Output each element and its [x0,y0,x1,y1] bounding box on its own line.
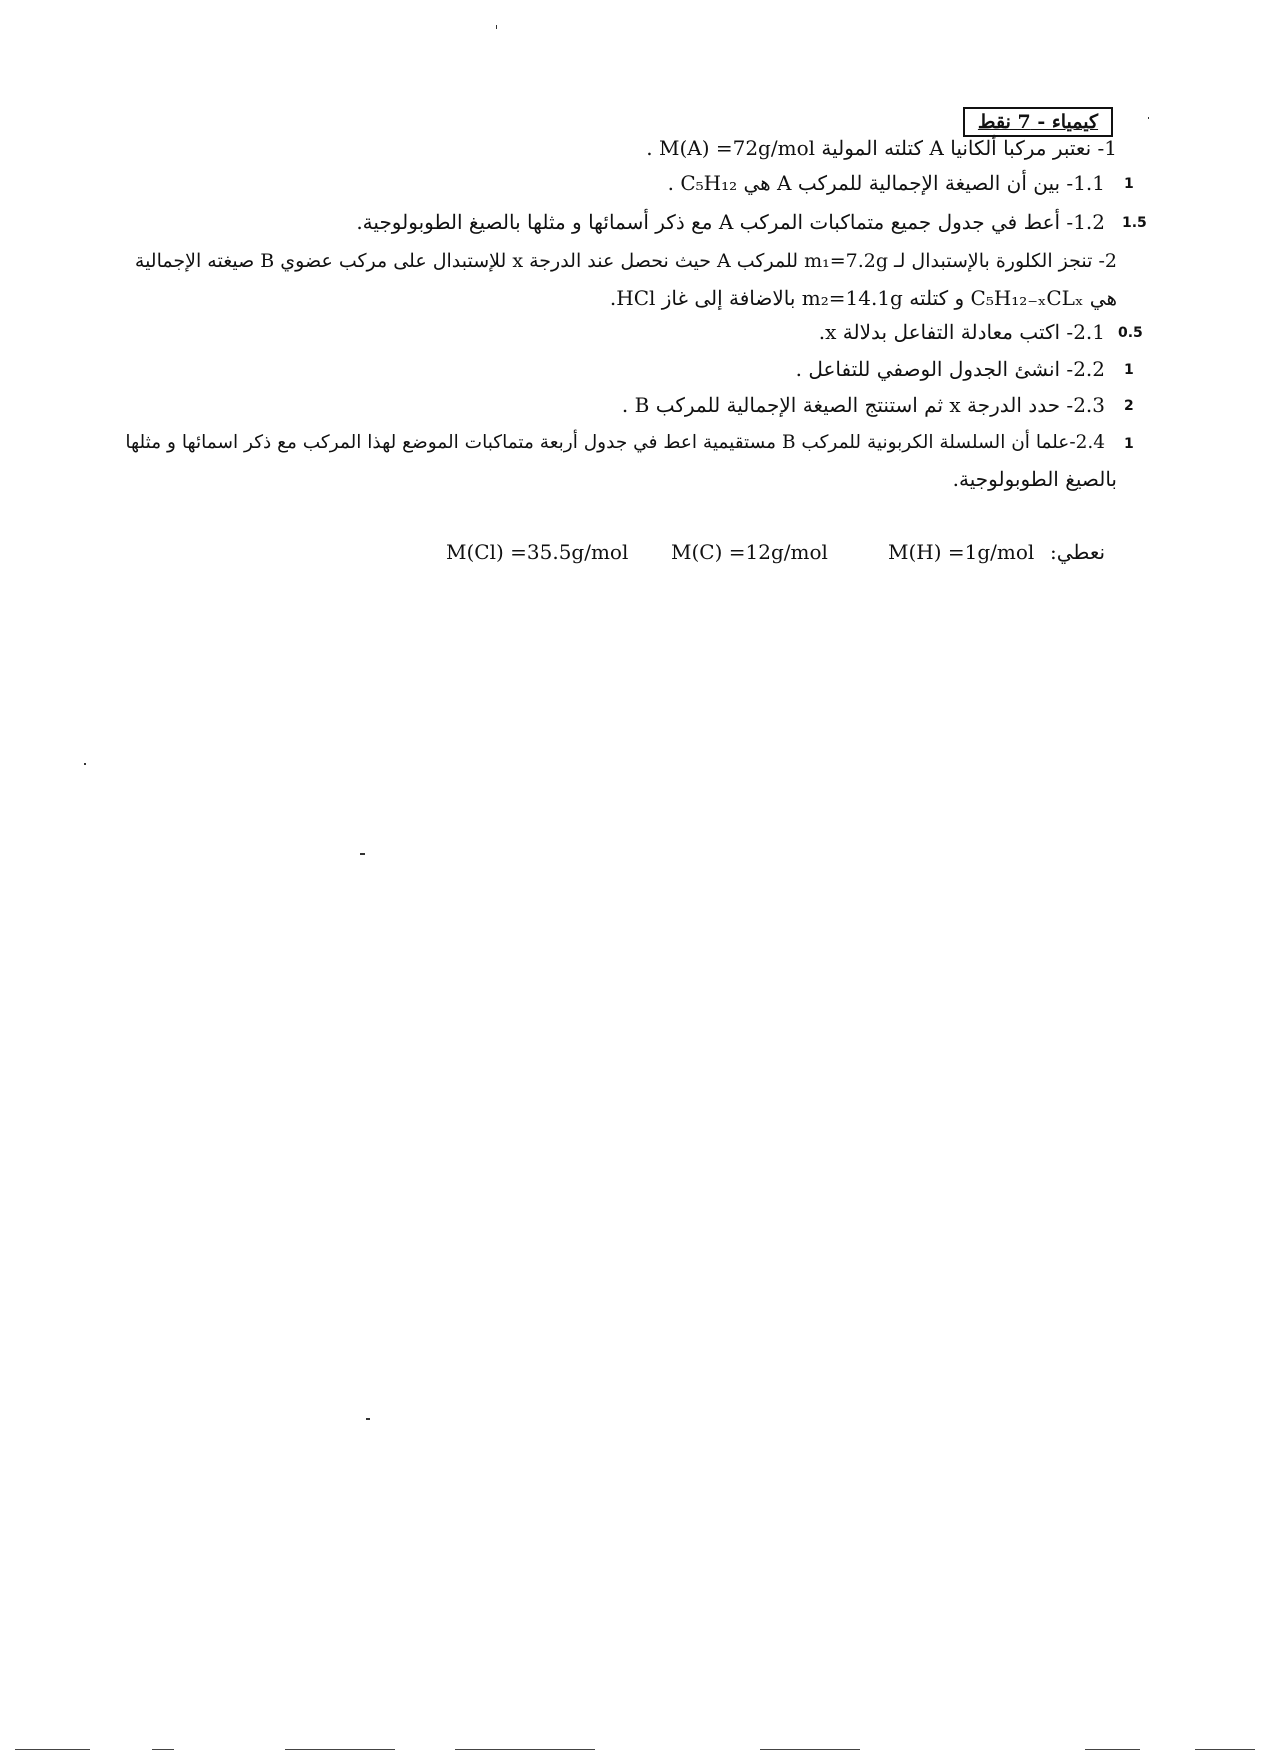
question-2-1: 2.1- اكتب معادلة التفاعل بدلالة x. [818,320,1105,344]
question-2-line-1: 2- تنجز الكلورة بالإستبدال لـ m₁=7.2g للمركب A حيث نحصل عند الدرجة x للإستبدال على مركب عضوي B صيغته الإجمالية [134,250,1117,272]
scan-edge-line [1195,1749,1255,1750]
scan-speck [84,763,86,765]
scan-speck [360,853,365,855]
scan-speck [496,25,497,29]
points-1-2: 1.5 [1122,215,1147,231]
scan-edge-line [760,1749,860,1750]
points-2-1: 0.5 [1118,325,1143,341]
mass-h: M(H) =1g/mol [888,540,1035,564]
scan-edge-line [285,1749,395,1750]
given-label: نعطي: [1050,540,1106,564]
title-box: كيمياء - 7 نقط [963,107,1113,137]
scan-edge-line [1085,1749,1140,1750]
given-masses [0,540,1275,568]
scan-speck [1148,117,1149,119]
scan-edge-line [152,1749,174,1750]
question-2-line-2: هي C₅H₁₂₋ₓCLₓ و كتلته m₂=14.1g بالاضافة إلى غاز HCl. [609,286,1117,310]
scan-edge-line [15,1749,90,1750]
question-1-1: 1.1- بين أن الصيغة الإجمالية للمركب A هي C₅H₁₂ . [667,171,1105,195]
mass-c: M(C) =12g/mol [671,540,828,564]
question-2-4-line-2: بالصيغ الطوبولوجية. [952,467,1117,491]
points-2-2: 1 [1124,362,1134,378]
mass-cl: M(Cl) =35.5g/mol [446,540,629,564]
question-2-2: 2.2- انشئ الجدول الوصفي للتفاعل . [795,357,1105,381]
scan-speck [366,1418,370,1420]
points-1-1: 1 [1124,176,1134,192]
scan-edge-line [455,1749,595,1750]
question-1: 1- نعتبر مركبا ألكانيا A كتلته المولية M(A) =72g/mol . [646,136,1117,160]
question-2-4-line-1: 2.4-علما أن السلسلة الكربونية للمركب B مستقيمية اعط في جدول أربعة متماكبات الموضع لهذا المركب مع ذكر اسمائها و مثلها [125,432,1105,453]
question-1-2: 1.2- أعط في جدول جميع متماكبات المركب A مع ذكر أسمائها و مثلها بالصيغ الطوبولوجية. [356,210,1105,234]
points-2-3: 2 [1124,398,1134,414]
points-2-4: 1 [1124,436,1134,452]
question-2-3: 2.3- حدد الدرجة x ثم استنتج الصيغة الإجمالية للمركب B . [621,393,1105,417]
